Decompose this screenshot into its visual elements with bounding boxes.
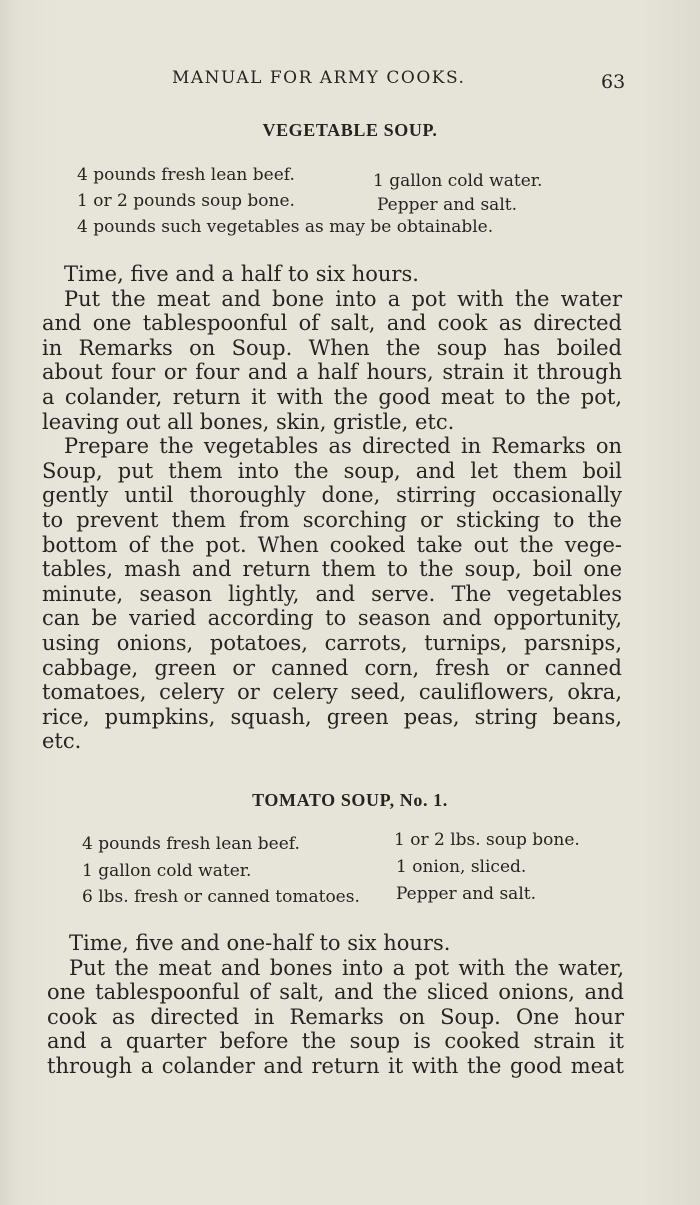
- paragraph-line: one tablespoonful of salt, and the sliced onions, and: [47, 980, 624, 1005]
- paragraph-line: Soup, put them into the soup, and let them boil: [42, 458, 622, 483]
- paragraph-line: rice, pumpkins, squash, green peas, string beans,: [42, 704, 622, 729]
- ingredient: 4 pounds fresh lean beef.: [82, 834, 300, 854]
- paragraph-line: bottom of the pot. When cooked take out the vege-: [42, 532, 622, 557]
- paragraph-line: tables, mash and return them to the soup, boil one: [42, 557, 622, 582]
- paragraph-line: Put the meat and bones into a pot with the water,: [69, 955, 624, 980]
- ingredient: 4 pounds fresh lean beef.: [77, 165, 295, 185]
- ingredient: 1 gallon cold water.: [373, 171, 543, 191]
- paragraph-line: Put the meat and bone into a pot with the water: [64, 286, 622, 311]
- recipe-body: [42, 262, 622, 754]
- ingredient: 1 or 2 pounds soup bone.: [77, 191, 295, 211]
- paragraph-line: etc.: [42, 729, 82, 754]
- paragraph-line: cook as directed in Remarks on Soup. One hour: [47, 1004, 624, 1029]
- ingredient: 1 or 2 lbs. soup bone.: [394, 830, 580, 850]
- recipe-title: VEGETABLE SOUP.: [262, 120, 438, 140]
- paragraph-line: tomatoes, celery or celery seed, cauliflowers, okra,: [42, 680, 622, 705]
- page-header: [0, 68, 700, 98]
- paragraph-line: and one tablespoonful of salt, and cook as directed: [42, 311, 622, 336]
- paragraph-line: to prevent them from scorching or sticking to the: [42, 507, 622, 532]
- ingredient: 6 lbs. fresh or canned tomatoes.: [82, 887, 360, 907]
- running-title: MANUAL FOR ARMY COOKS.: [172, 68, 466, 88]
- paragraph-line: leaving out all bones, skin, gristle, etc.: [42, 409, 455, 434]
- ingredient: 1 onion, sliced.: [396, 857, 527, 877]
- paragraph-line: gently until thoroughly done, stirring occasionally: [42, 483, 622, 508]
- paragraph-line: a colander, return it with the good meat to the pot,: [42, 384, 622, 409]
- paragraph-line: minute, season lightly, and serve. The vegetables: [42, 581, 622, 606]
- paragraph-line: using onions, potatoes, carrots, turnips, parsnips,: [42, 630, 622, 655]
- recipe-body: [47, 931, 624, 1079]
- paragraph-line: Time, five and one-half to six hours.: [69, 931, 451, 955]
- paragraph-line: about four or four and a half hours, strain it through: [42, 360, 622, 385]
- ingredient: 1 gallon cold water.: [82, 861, 252, 881]
- paragraph-line: through a colander and return it with the good meat: [47, 1053, 624, 1078]
- paragraph-line: in Remarks on Soup. When the soup has boiled: [42, 335, 622, 360]
- paragraph-line: can be varied according to season and opportunity,: [42, 606, 622, 631]
- ingredient: Pepper and salt.: [396, 884, 536, 904]
- paragraph-line: Time, five and a half to six hours.: [64, 262, 419, 286]
- paragraph-line: cabbage, green or canned corn, fresh or canned: [42, 655, 622, 680]
- ingredient: 4 pounds such vegetables as may be obtainable.: [77, 217, 494, 237]
- page-number: 63: [601, 71, 626, 93]
- paragraph-line: Prepare the vegetables as directed in Remarks on: [64, 434, 622, 459]
- paragraph-line: and a quarter before the soup is cooked strain it: [47, 1029, 624, 1054]
- ingredient: Pepper and salt.: [377, 195, 517, 215]
- recipe-title: TOMATO SOUP, No. 1.: [252, 790, 448, 810]
